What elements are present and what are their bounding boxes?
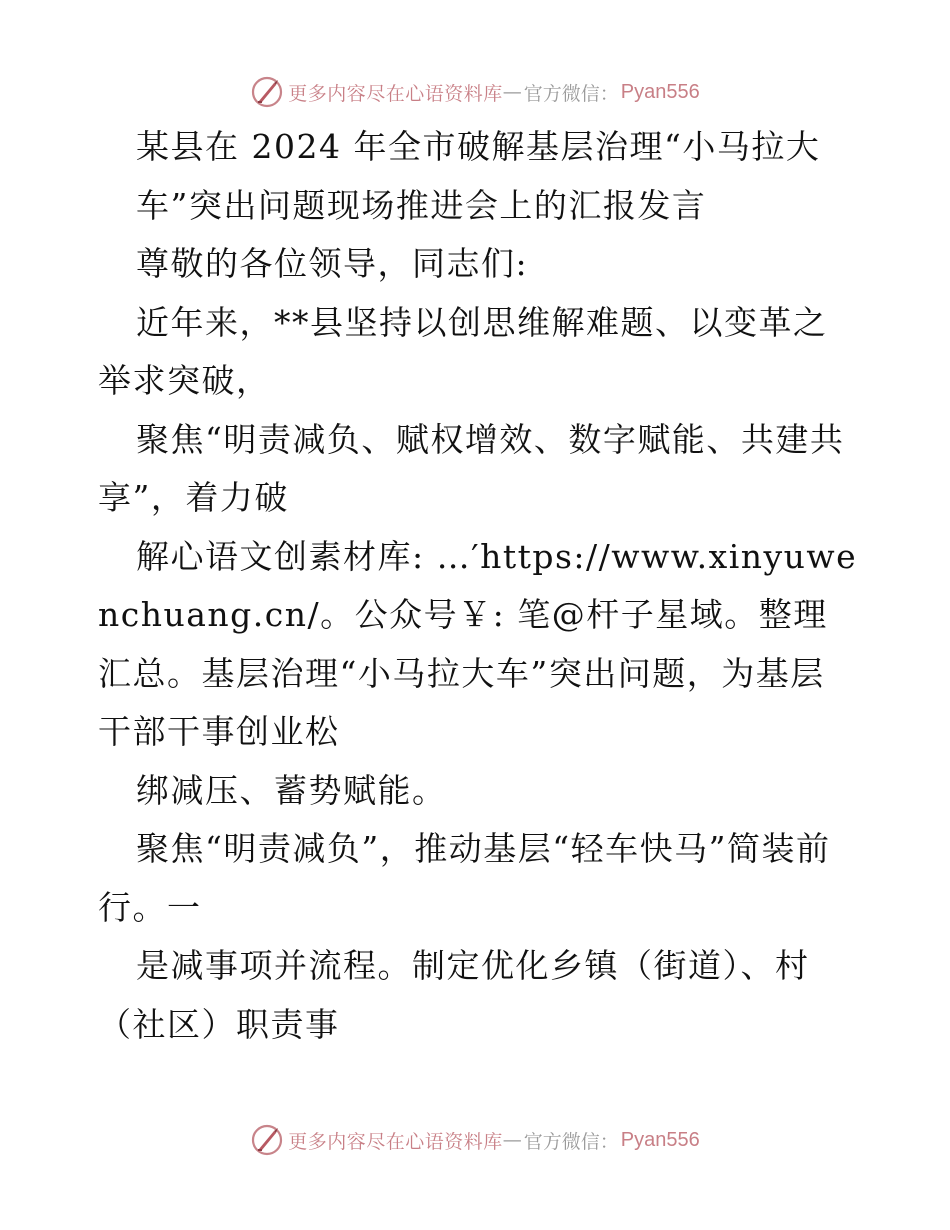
document-body [98,118,858,1054]
paragraph-intro: 近年来，**县坚持以创思维解难题、以变革之举求突破， [98,302,828,400]
banner-official-label: 官方微信： [523,82,619,105]
banner-official-label: 官方微信： [523,1130,619,1153]
banner-wechat-id: Pyan556 [620,1128,700,1151]
paragraph-focus: 聚焦“明责减负、赋权增效、数字赋能、共建共享”，着力破 [98,419,845,517]
paragraph-reduce-items: 是减事项并流程。制定优化乡镇（街道）、村（社区）职责事 [98,946,810,1044]
paragraph-responsibility: 聚焦“明责减负”，推动基层“轻车快马”简装前行。一 [98,829,831,927]
feather-pen-logo-icon [250,75,284,109]
document-title: 某县在 2024 年全市破解基层治理“小马拉大车”突出问题现场推进会上的汇报发言 [136,127,821,225]
feather-pen-logo-icon [250,1123,284,1157]
paragraph-source-note: 解心语文创素材库: …′https://www.xinyuwenchuang.cn/。公众号￥: 笔@杆子星域。整理汇总。基层治理“小马拉大车”突出问题，为基层干部干事创业松 [98,536,858,751]
banner-text: 更多内容尽在心语资料库 [288,82,503,105]
banner-text: 更多内容尽在心语资料库 [288,1130,503,1153]
paragraph-relief: 绑减压、蓄势赋能。 [136,770,447,810]
header-watermark-banner [0,72,950,112]
paragraph-salutation: 尊敬的各位领导，同志们: [136,244,529,283]
banner-separator: — [502,81,522,103]
banner-wechat-id: Pyan556 [620,80,700,103]
banner-separator: — [502,1129,522,1151]
footer-watermark-banner [0,1120,950,1160]
